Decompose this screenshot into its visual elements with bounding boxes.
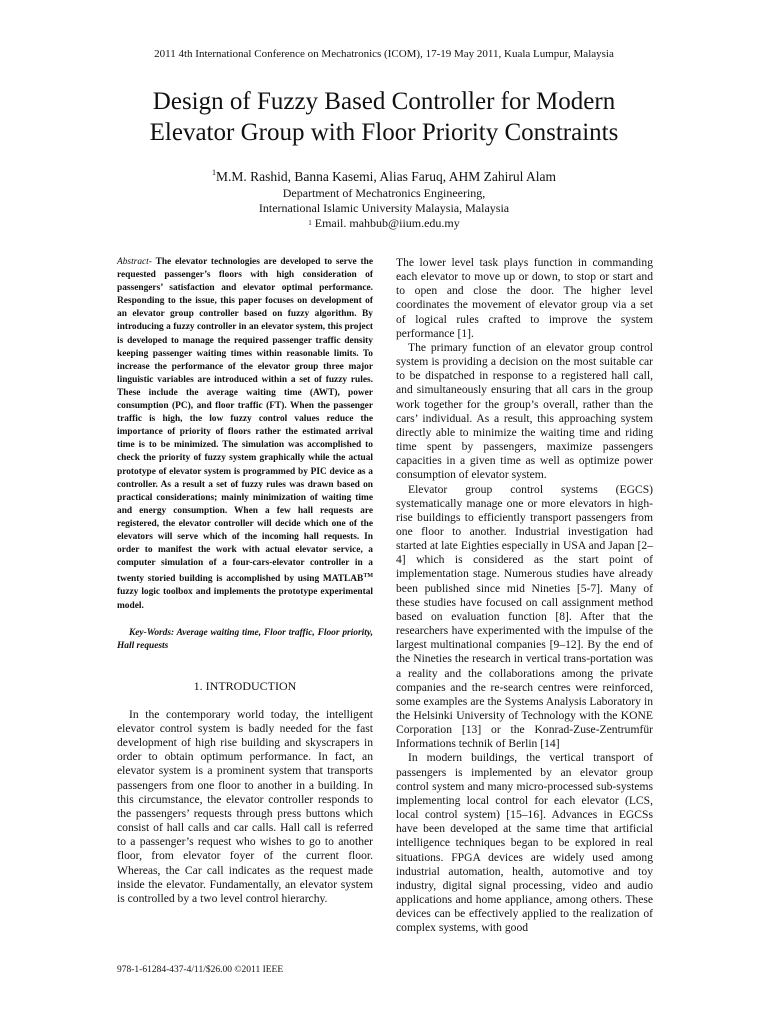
- paragraph-egcs: Elevator group control systems (EGCS) systematically manage one or more elevators in high-rise buildings to efficiently transport passengers from one floor to another. Industrial investigation had started at late Eighties especially in USA and Japan [2–4] which is considered as the start point of implementation stage. Numerous studies have already been published since mid Nineties [5-7]. Many of these studies have focused on call assignment method based on evaluation function [8]. After that the researchers have experimented with the impulse of the largest multinational companies [9–12]. By the end of the Nineties the research in vertical trans-portation was a reality and the collaborations among the private companies and the re-search centres were reinforced, some examples are the Systems Analysis Laboratory in the Helsinki University of Technology with the KONE Corporation [13] or the Konrad-Zuse-Zentrumfür Informations technik of Berlin [14]: [396, 482, 653, 751]
- keywords: Key-Words: Average waiting time, Floor traffic, Floor priority, Hall requests: [117, 627, 373, 651]
- university: International Islamic University Malaysia, Malaysia: [258, 201, 510, 215]
- right-column: [396, 256, 653, 936]
- trademark: TM: [363, 573, 373, 580]
- abstract-text-end: fuzzy logic toolbox and implements the prototype experimental model.: [117, 587, 373, 611]
- copyright-footer: 978-1-61284-437-4/11/$26.00 ©2011 IEEE: [117, 965, 284, 975]
- department: Department of Mechatronics Engineering,: [282, 186, 486, 200]
- author-names: M.M. Rashid, Banna Kasemi, Alias Faruq, AHM Zahirul Alam: [215, 169, 557, 184]
- email: Email. mahbub@iium.edu.my: [314, 216, 460, 230]
- intro-paragraph: In the contemporary world today, the intelligent elevator control system is badly needed for the fast development of high rise building and skyscrapers in order to obtain optimum performance. In fact, an elevator system is a prominent system that transports passengers from one floor to another in a building. In this circumstance, the elevator controller responds to the passengers’ requests through press buttons which consist of hall calls and car calls. Hall call is referred to a passenger’s request who wishes to go to another floor, from elevator foyer of the current floor. Whereas, the Car call indicates as the request made inside the elevator. Fundamentally, an elevator system is controlled by a two level control hierarchy.: [117, 707, 373, 905]
- paragraph-modern-buildings: In modern buildings, the vertical transport of passengers is implemented by an elevator group control system and many micro-processed sub-systems implementing local control for each elevator (LCS, local control system) [15–16]. Advances in EGCSs have been developed at the same time that artificial intelligence techniques began to be explored in real situations. FPGA devices are widely used among industrial automation, health, automotive and toy industry, digital signal processing, video and audio applications and home appliance, among others. These devices can be effectively applied to the realization of complex systems, with good: [396, 751, 653, 935]
- email-line: [0, 216, 768, 231]
- left-column: [117, 256, 373, 906]
- author-superscript: 1: [211, 168, 216, 177]
- conference-header: 2011 4th International Conference on Mechatronics (ICOM), 17-19 May 2011, Kuala Lumpur, Malaysia: [154, 48, 614, 60]
- paragraph-lower-level: The lower level task plays function in commanding each elevator to move up or down, to stop or start and to open and close the door. The higher level coordinates the movement of elevator group via a set of logical rules crafted to improve the system performance [1].: [396, 256, 653, 340]
- abstract-text: The elevator technologies are developed to serve the requested passenger’s floors with high consideration of passengers’ satisfaction and elevator optimal performance. Responding to the issue, this paper focuses on development of an elevator group controller based on fuzzy algorithm. By introducing a fuzzy controller in an elevator system, this project is developed to manage the required passenger traffic density keeping passenger waiting times within reasonable limits. To increase the performance of the elevator group three major linguistic variables are introduced within a set of fuzzy rules. These include the average waiting time (AWT), power consumption (PC), and floor traffic (FT). When the passenger traffic is high, the low fuzzy control values reduce the importance of priority of floors rather the estimated arrival time is to be minimized. The simulation was accomplished to check the priority of fuzzy system graphically while the actual prototype of elevator system is programmed by PIC device as a controller. As a result a set of fuzzy rules was drawn based on practical considerations; mainly minimization of waiting time and energy consumption. When a few hall requests are registered, the elevator controller will decide which one of the elevators will serve which of the incoming hall requests. In order to manifest the work with actual elevator service, a computer simulation of a four-cars-elevator controller in a twenty storied building is accomplished by using MATLAB: [117, 257, 373, 585]
- affiliation: [0, 186, 768, 231]
- title-line-2: Elevator Group with Floor Priority Constraints: [149, 119, 619, 146]
- title-line-1: Design of Fuzzy Based Controller for Modern: [152, 88, 616, 115]
- author-list: [0, 169, 768, 185]
- paper-title: [60, 86, 708, 148]
- email-superscript: 1: [308, 219, 312, 227]
- paragraph-primary-function: The primary function of an elevator group control system is providing a decision on the most suitable car to be dispatched in response to a registered hall call, and simultaneously ensuring that all cars in the group work together for the group’s overall, rather than the cars’ individual. As a result, this approaching system directly able to minimize the waiting time and riding time spent by passengers, maximize passengers capacities in a given time as well as optimize power consumption of elevator system.: [396, 340, 653, 482]
- abstract-label: Abstract-: [117, 257, 152, 267]
- section-heading-introduction: 1. INTRODUCTION: [193, 678, 297, 693]
- abstract: [117, 256, 373, 613]
